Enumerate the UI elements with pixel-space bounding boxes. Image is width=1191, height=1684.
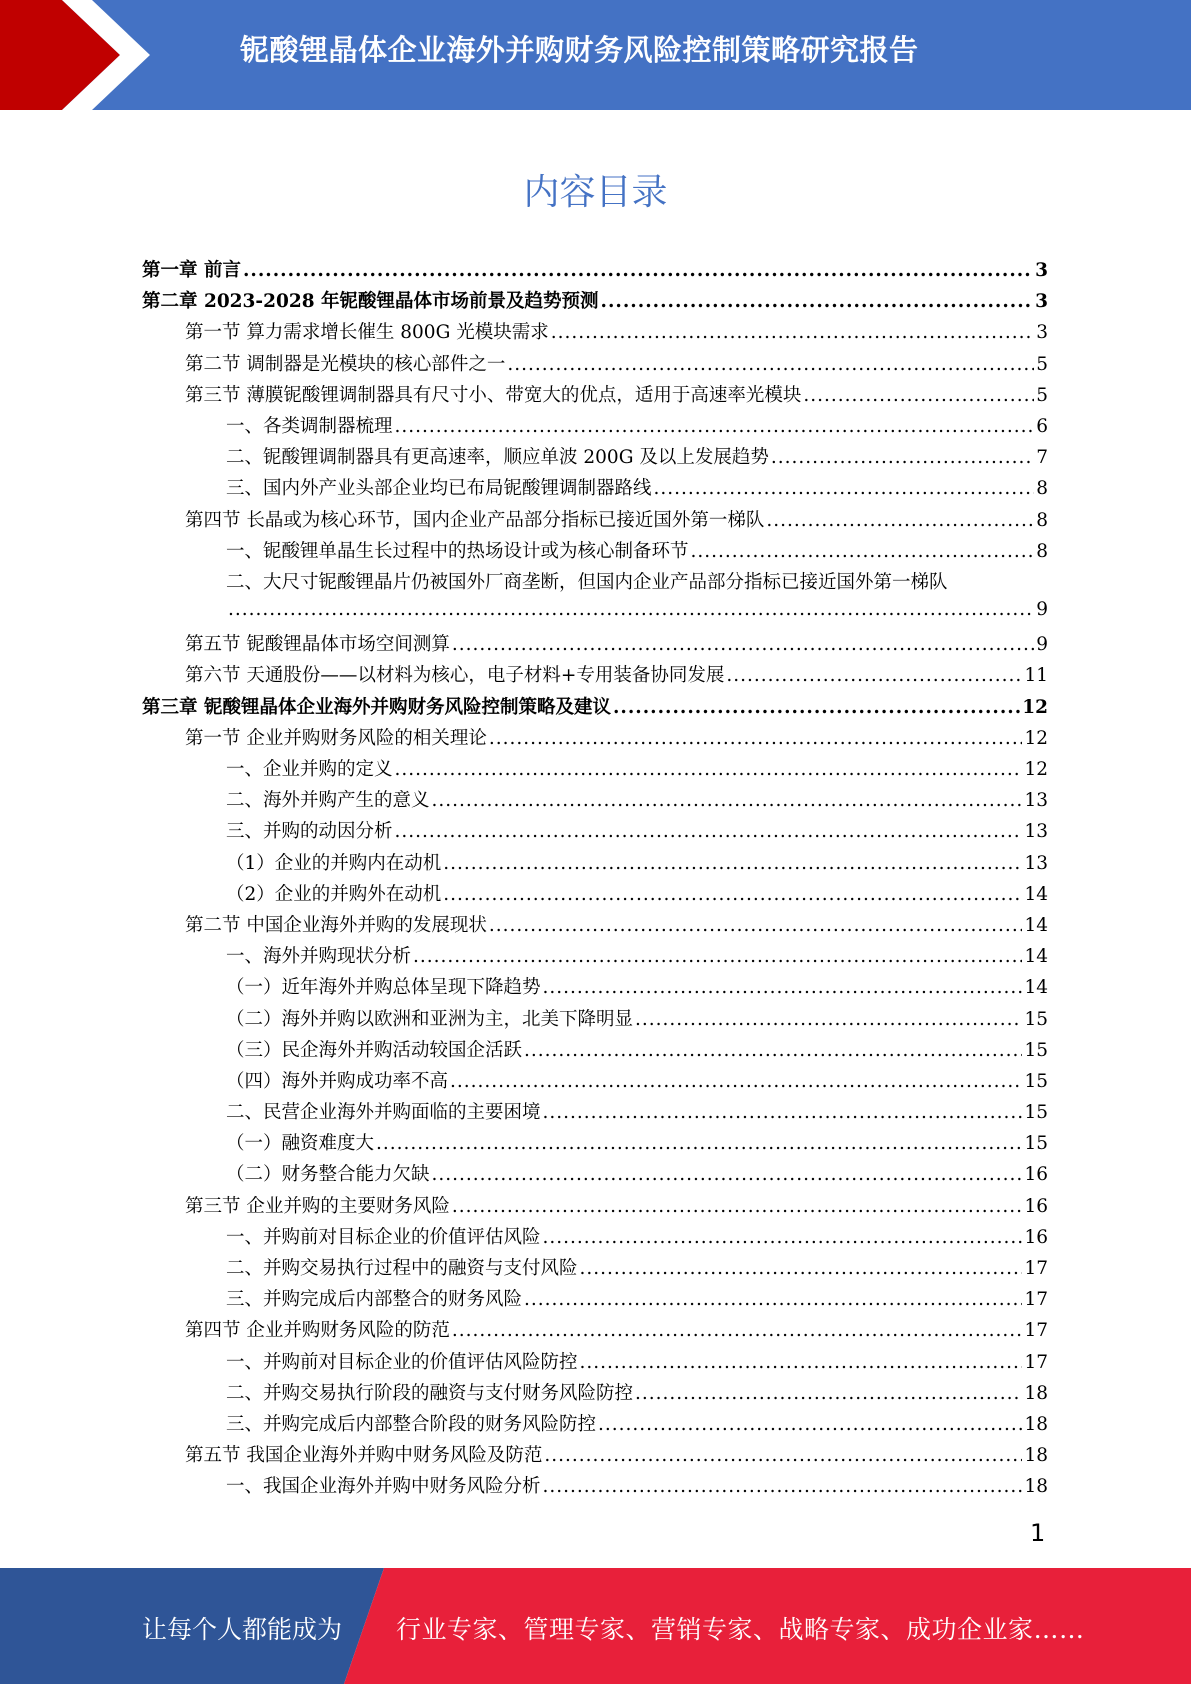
toc-section-entry[interactable] <box>142 318 1048 349</box>
toc-leader-dots <box>635 1009 1022 1030</box>
toc-leader-dots <box>376 1133 1022 1154</box>
toc-entry-page: 15 <box>1024 1102 1048 1124</box>
toc-entry-title: 一、并购前对目标企业的价值评估风险 <box>226 1226 541 1248</box>
toc-leader-dots <box>771 447 1034 468</box>
toc-leader-dots <box>580 1258 1023 1279</box>
toc-entry-page: 3 <box>1035 260 1048 281</box>
toc-leader-dots <box>432 1164 1023 1185</box>
toc-entry-page: 14 <box>1024 946 1048 968</box>
toc-subsection-entry[interactable] <box>142 1036 1048 1067</box>
toc-entry-title: 第一节 企业并购财务风险的相关理论 <box>185 727 487 749</box>
toc-section-entry[interactable] <box>142 911 1048 942</box>
footer-slogan-left: 让每个人都能成为 <box>142 1615 343 1644</box>
toc-leader-dots <box>432 790 1023 811</box>
footer-slogan-right: 行业专家、管理专家、营销专家、战略专家、成功企业家…… <box>396 1615 1085 1644</box>
toc-entry-title: 第二章 2023-2028 年铌酸锂晶体市场前景及趋势预测 <box>142 291 599 313</box>
page-number: 1 <box>1030 1519 1046 1547</box>
toc-entry-page: 18 <box>1024 1382 1048 1404</box>
toc-chapter-entry[interactable] <box>142 287 1048 318</box>
toc-entry-page: 16 <box>1024 1164 1048 1186</box>
toc-entry-page: 17 <box>1024 1320 1048 1342</box>
toc-leader-dots <box>543 977 1023 998</box>
toc-leader-dots <box>601 291 1034 312</box>
toc-subsection-entry[interactable] <box>142 1472 1048 1503</box>
toc-entry-page: 13 <box>1024 821 1048 843</box>
toc-entry-title: 第六节 天通股份——以材料为核心，电子材料+专用装备协同发展 <box>185 665 725 687</box>
toc-entry-title: 第一节 算力需求增长催生 800G 光模块需求 <box>185 322 549 344</box>
toc-entry-title: 三、国内外产业头部企业均已布局铌酸锂调制器路线 <box>226 478 652 500</box>
toc-subsection-entry[interactable] <box>142 1129 1048 1160</box>
toc-leader-dots <box>443 884 1022 905</box>
toc-subsection-entry[interactable] <box>142 786 1048 817</box>
toc-entry-page: 15 <box>1024 1039 1048 1061</box>
toc-leader-dots <box>598 1414 1022 1435</box>
toc-section-entry[interactable] <box>142 724 1048 755</box>
toc-entry-continuation[interactable] <box>142 599 1048 630</box>
toc-leader-dots <box>524 1040 1022 1061</box>
toc-entry-page: 15 <box>1024 1133 1048 1155</box>
toc-entry-title: 一、我国企业海外并购中财务风险分析 <box>226 1476 541 1498</box>
toc-entry-title: 第三节 企业并购的主要财务风险 <box>185 1195 450 1217</box>
toc-subsection-entry[interactable] <box>142 1254 1048 1285</box>
toc-leader-dots <box>243 260 1033 281</box>
toc-entry-title: 第三章 铌酸锂晶体企业海外并购财务风险控制策略及建议 <box>142 696 611 718</box>
toc-entry-page: 15 <box>1024 1070 1048 1092</box>
toc-chapter-entry[interactable] <box>142 693 1048 724</box>
toc-subsection-entry[interactable] <box>142 537 1048 568</box>
report-title: 铌酸锂晶体企业海外并购财务风险控制策略研究报告 <box>240 33 919 67</box>
toc-entry-title: （2）企业的并购外在动机 <box>226 883 442 905</box>
toc-leader-dots <box>803 385 1034 406</box>
toc-entry-title: 第二节 调制器是光模块的核心部件之一 <box>185 353 506 375</box>
toc-leader-dots <box>452 1196 1023 1217</box>
toc-entry-page: 14 <box>1024 977 1048 999</box>
toc-leader-dots <box>507 354 1034 375</box>
toc-leader-dots <box>635 1383 1022 1404</box>
toc-entry-title: 二、并购交易执行阶段的融资与支付财务风险防控 <box>226 1382 634 1404</box>
toc-subsection-entry[interactable] <box>142 412 1048 443</box>
toc-leader-dots <box>580 1352 1023 1373</box>
toc-heading: 内容目录 <box>523 172 668 213</box>
toc-section-entry[interactable] <box>142 381 1048 412</box>
toc-entry-page: 3 <box>1036 322 1048 344</box>
toc-entry-title: （1）企业的并购内在动机 <box>226 852 442 874</box>
footer-band <box>0 1568 1191 1684</box>
toc-leader-dots <box>551 322 1034 343</box>
toc-entry-page: 9 <box>1036 599 1048 621</box>
toc-subsection-entry[interactable] <box>142 942 1048 973</box>
toc-leader-dots <box>443 853 1022 874</box>
toc-leader-dots <box>228 599 1034 620</box>
toc-entry-title: 第四节 长晶或为核心环节，国内企业产品部分指标已接近国外第一梯队 <box>185 509 765 531</box>
toc-subsection-entry[interactable] <box>142 1379 1048 1410</box>
toc-leader-dots <box>395 416 1035 437</box>
toc-subsection-entry[interactable] <box>142 755 1048 786</box>
toc-entry-title: 一、铌酸锂单晶生长过程中的热场设计或为核心制备环节 <box>226 540 689 562</box>
toc-entry-page: 12 <box>1022 696 1048 718</box>
toc-entry-page: 9 <box>1036 634 1048 656</box>
toc-entry-page: 18 <box>1024 1476 1048 1498</box>
table-of-contents <box>142 256 1048 1504</box>
toc-leader-dots <box>543 1227 1023 1248</box>
toc-leader-dots <box>395 759 1023 780</box>
toc-leader-dots <box>413 946 1022 967</box>
toc-entry-title: 一、海外并购现状分析 <box>226 946 412 968</box>
toc-subsection-entry[interactable] <box>142 1005 1048 1036</box>
toc-entry-title: （四）海外并购成功率不高 <box>226 1070 449 1092</box>
toc-entry-page: 18 <box>1024 1413 1048 1435</box>
toc-leader-dots <box>544 1445 1022 1466</box>
toc-leader-dots <box>543 1476 1023 1497</box>
toc-entry-title: （二）海外并购以欧洲和亚洲为主，北美下降明显 <box>226 1008 634 1030</box>
toc-subsection-entry[interactable] <box>142 443 1048 474</box>
toc-entry-page: 7 <box>1036 447 1048 469</box>
toc-entry-title: 第一章 前言 <box>142 260 241 281</box>
toc-leader-dots <box>691 541 1035 562</box>
toc-leader-dots <box>452 1320 1023 1341</box>
toc-entry-page: 8 <box>1036 478 1048 500</box>
toc-entry-page: 11 <box>1024 665 1048 687</box>
toc-leader-dots <box>766 510 1034 531</box>
toc-section-entry[interactable] <box>142 1441 1048 1472</box>
toc-subsection-entry[interactable] <box>142 1410 1048 1441</box>
toc-entry-page: 3 <box>1035 291 1048 313</box>
toc-entry-page: 5 <box>1036 353 1048 375</box>
toc-section-entry[interactable] <box>142 506 1048 537</box>
toc-entry-title: 第五节 铌酸锂晶体市场空间测算 <box>185 634 450 656</box>
toc-entry-title: （二）财务整合能力欠缺 <box>226 1164 430 1186</box>
toc-subsection-entry[interactable] <box>142 1098 1048 1129</box>
toc-entry-title: （一）融资难度大 <box>226 1133 375 1155</box>
toc-leader-dots <box>654 478 1035 499</box>
toc-entry-wrapped-line[interactable] <box>142 568 1048 599</box>
toc-leader-dots <box>450 1071 1022 1092</box>
toc-section-entry[interactable] <box>142 350 1048 381</box>
toc-entry-title: 第三节 薄膜铌酸锂调制器具有尺寸小、带宽大的优点，适用于高速率光模块 <box>185 384 802 406</box>
toc-entry-title: 二、大尺寸铌酸锂晶片仍被国外厂商垄断，但国内企业产品部分指标已接近国外第一梯队 <box>226 571 948 593</box>
toc-leader-dots <box>489 915 1023 936</box>
toc-entry-page: 16 <box>1024 1226 1048 1248</box>
toc-subsection-entry[interactable] <box>142 817 1048 848</box>
toc-entry-page: 15 <box>1024 1008 1048 1030</box>
toc-leader-dots <box>726 665 1022 686</box>
toc-entry-title: 三、并购完成后内部整合阶段的财务风险防控 <box>226 1413 597 1435</box>
toc-section-entry[interactable] <box>142 1316 1048 1347</box>
toc-entry-title: 二、海外并购产生的意义 <box>226 790 430 812</box>
toc-entry-page: 13 <box>1024 790 1048 812</box>
toc-chapter-entry[interactable] <box>142 256 1048 287</box>
toc-entry-title: 一、各类调制器梳理 <box>226 415 393 437</box>
header-band <box>0 0 1191 110</box>
toc-entry-title: 一、并购前对目标企业的价值评估风险防控 <box>226 1351 578 1373</box>
toc-entry-page: 17 <box>1024 1351 1048 1373</box>
toc-entry-page: 12 <box>1024 759 1048 780</box>
toc-entry-page: 8 <box>1036 509 1048 531</box>
toc-subsection-entry[interactable] <box>142 1160 1048 1191</box>
toc-entry-title: 第四节 企业并购财务风险的防范 <box>185 1320 450 1342</box>
toc-entry-title: 二、民营企业海外并购面临的主要困境 <box>226 1102 541 1124</box>
toc-entry-title: 三、并购完成后内部整合的财务风险 <box>226 1289 523 1311</box>
toc-entry-page: 14 <box>1024 914 1048 936</box>
toc-entry-title: 第二节 中国企业海外并购的发展现状 <box>185 914 487 936</box>
toc-entry-page: 16 <box>1024 1195 1048 1217</box>
toc-entry-title: 第五节 我国企业海外并购中财务风险及防范 <box>185 1445 543 1467</box>
toc-entry-title: 二、铌酸锂调制器具有更高速率，顺应单波 200G 及以上发展趋势 <box>226 447 769 469</box>
toc-entry-page: 17 <box>1024 1258 1048 1279</box>
toc-entry-page: 14 <box>1024 883 1048 905</box>
toc-subsection-entry[interactable] <box>142 474 1048 505</box>
toc-subsection-entry[interactable] <box>142 849 1048 880</box>
toc-leader-dots <box>489 728 1023 749</box>
toc-entry-title: （一）近年海外并购总体呈现下降趋势 <box>226 977 541 999</box>
toc-leader-dots <box>452 634 1034 655</box>
toc-section-entry[interactable] <box>142 1192 1048 1223</box>
toc-leader-dots <box>543 1102 1023 1123</box>
toc-entry-title: 二、并购交易执行过程中的融资与支付风险 <box>226 1258 578 1279</box>
toc-entry-page: 5 <box>1036 384 1048 406</box>
toc-entry-page: 12 <box>1024 727 1048 749</box>
toc-subsection-entry[interactable] <box>142 973 1048 1004</box>
toc-entry-title: 一、企业并购的定义 <box>226 759 393 780</box>
toc-section-entry[interactable] <box>142 630 1048 661</box>
toc-entry-page: 17 <box>1024 1289 1048 1311</box>
toc-leader-dots <box>524 1289 1022 1310</box>
toc-subsection-entry[interactable] <box>142 1348 1048 1379</box>
toc-entry-page: 6 <box>1036 415 1048 437</box>
toc-leader-dots <box>613 697 1020 718</box>
toc-subsection-entry[interactable] <box>142 880 1048 911</box>
toc-subsection-entry[interactable] <box>142 1067 1048 1098</box>
toc-entry-title: （三）民企海外并购活动较国企活跃 <box>226 1039 523 1061</box>
toc-entry-title: 三、并购的动因分析 <box>226 821 393 843</box>
toc-entry-page: 13 <box>1024 852 1048 874</box>
toc-subsection-entry[interactable] <box>142 1223 1048 1254</box>
toc-section-entry[interactable] <box>142 661 1048 692</box>
toc-leader-dots <box>395 821 1023 842</box>
toc-entry-page: 8 <box>1036 540 1048 562</box>
toc-entry-page: 18 <box>1024 1445 1048 1467</box>
toc-subsection-entry[interactable] <box>142 1285 1048 1316</box>
